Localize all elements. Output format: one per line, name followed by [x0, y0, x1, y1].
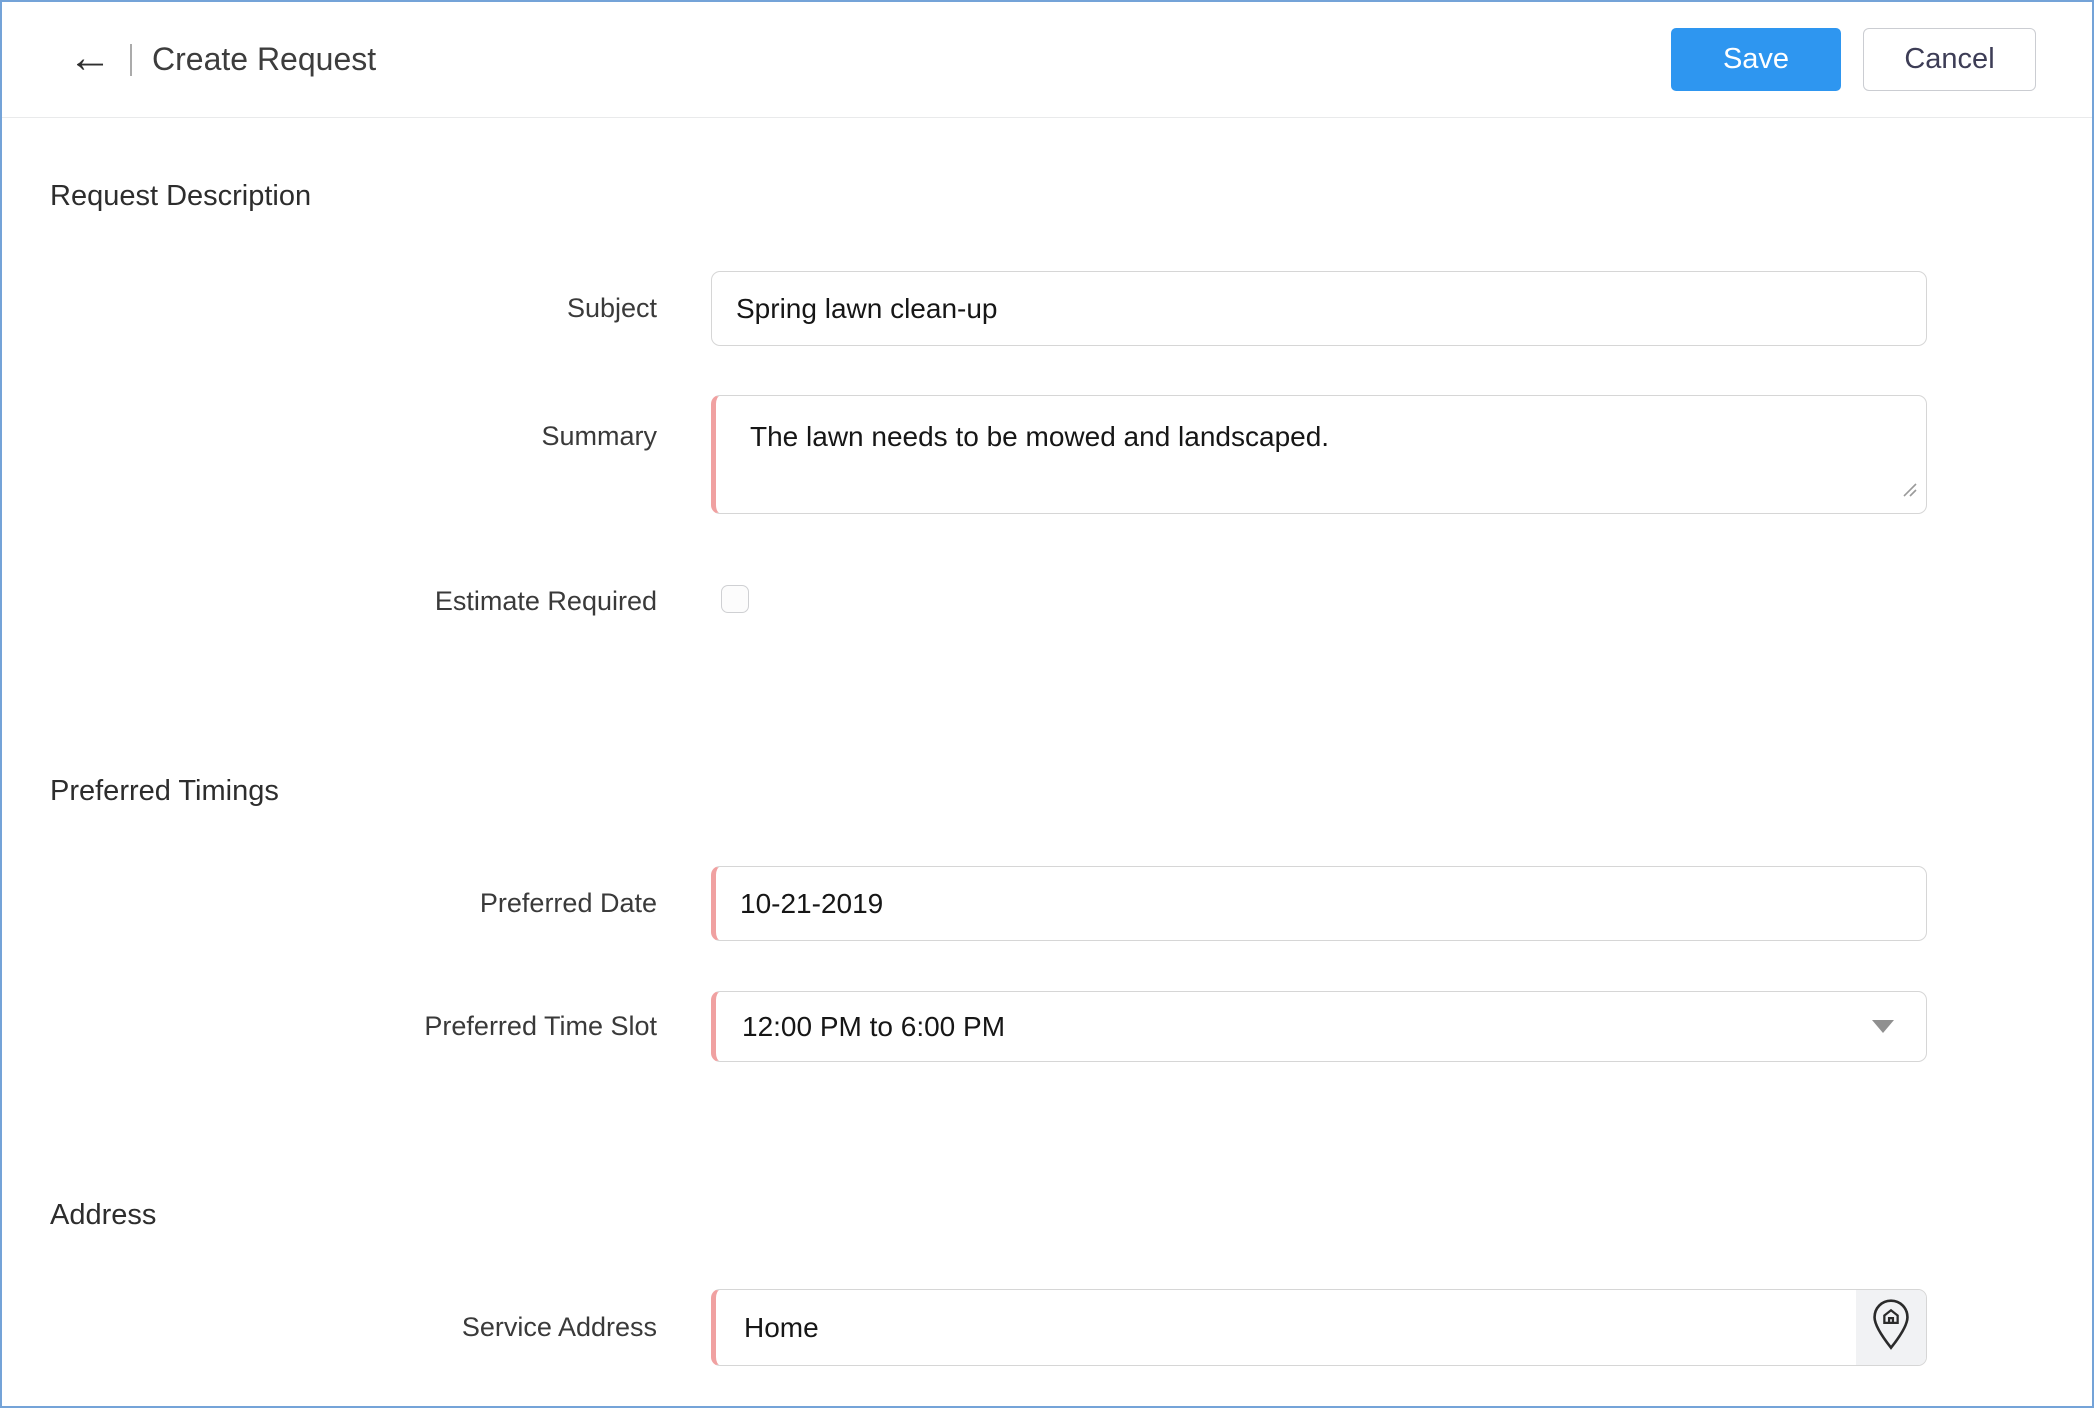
save-button[interactable]: Save: [1671, 28, 1841, 91]
section-heading-address: Address: [50, 1199, 157, 1231]
section-heading-preferred-timings: Preferred Timings: [50, 775, 279, 807]
preferred-date-input[interactable]: [711, 866, 1927, 941]
preferred-time-slot-value: 12:00 PM to 6:00 PM: [742, 1010, 1006, 1042]
estimate-required-label: Estimate Required: [434, 586, 657, 616]
subject-input[interactable]: [711, 271, 1927, 346]
preferred-time-slot-select[interactable]: [711, 991, 1927, 1062]
cancel-button[interactable]: Cancel: [1863, 28, 2036, 91]
estimate-required-checkbox[interactable]: [721, 585, 749, 613]
page-title: Create Request: [152, 41, 377, 77]
estimate-required-row: [50, 585, 2036, 618]
preferred-date-label: Preferred Date: [479, 888, 657, 918]
header-actions: [1671, 28, 2036, 91]
service-address-row: [50, 1289, 2036, 1366]
summary-textarea[interactable]: [711, 395, 1927, 514]
create-request-form: [2, 178, 2092, 1366]
subject-row: [50, 271, 2036, 346]
address-picker-button[interactable]: [1856, 1290, 1926, 1365]
title-divider: [130, 44, 132, 76]
summary-row: [50, 395, 2036, 514]
subject-label: Subject: [566, 293, 657, 323]
resize-handle-icon[interactable]: [1900, 480, 1917, 502]
header-bar: [2, 2, 2092, 118]
dropdown-arrow-icon: [1872, 1020, 1894, 1033]
location-pin-home-icon: [1870, 1298, 1912, 1358]
preferred-time-slot-row: [50, 991, 2036, 1062]
preferred-date-row: [50, 866, 2036, 941]
service-address-label: Service Address: [461, 1312, 657, 1342]
service-address-input[interactable]: [716, 1290, 1856, 1365]
summary-label: Summary: [541, 421, 657, 451]
back-arrow-icon[interactable]: ←: [68, 32, 112, 82]
section-heading-request-description: Request Description: [50, 180, 312, 212]
service-address-field: [711, 1289, 1927, 1366]
preferred-time-slot-label: Preferred Time Slot: [424, 1011, 657, 1041]
